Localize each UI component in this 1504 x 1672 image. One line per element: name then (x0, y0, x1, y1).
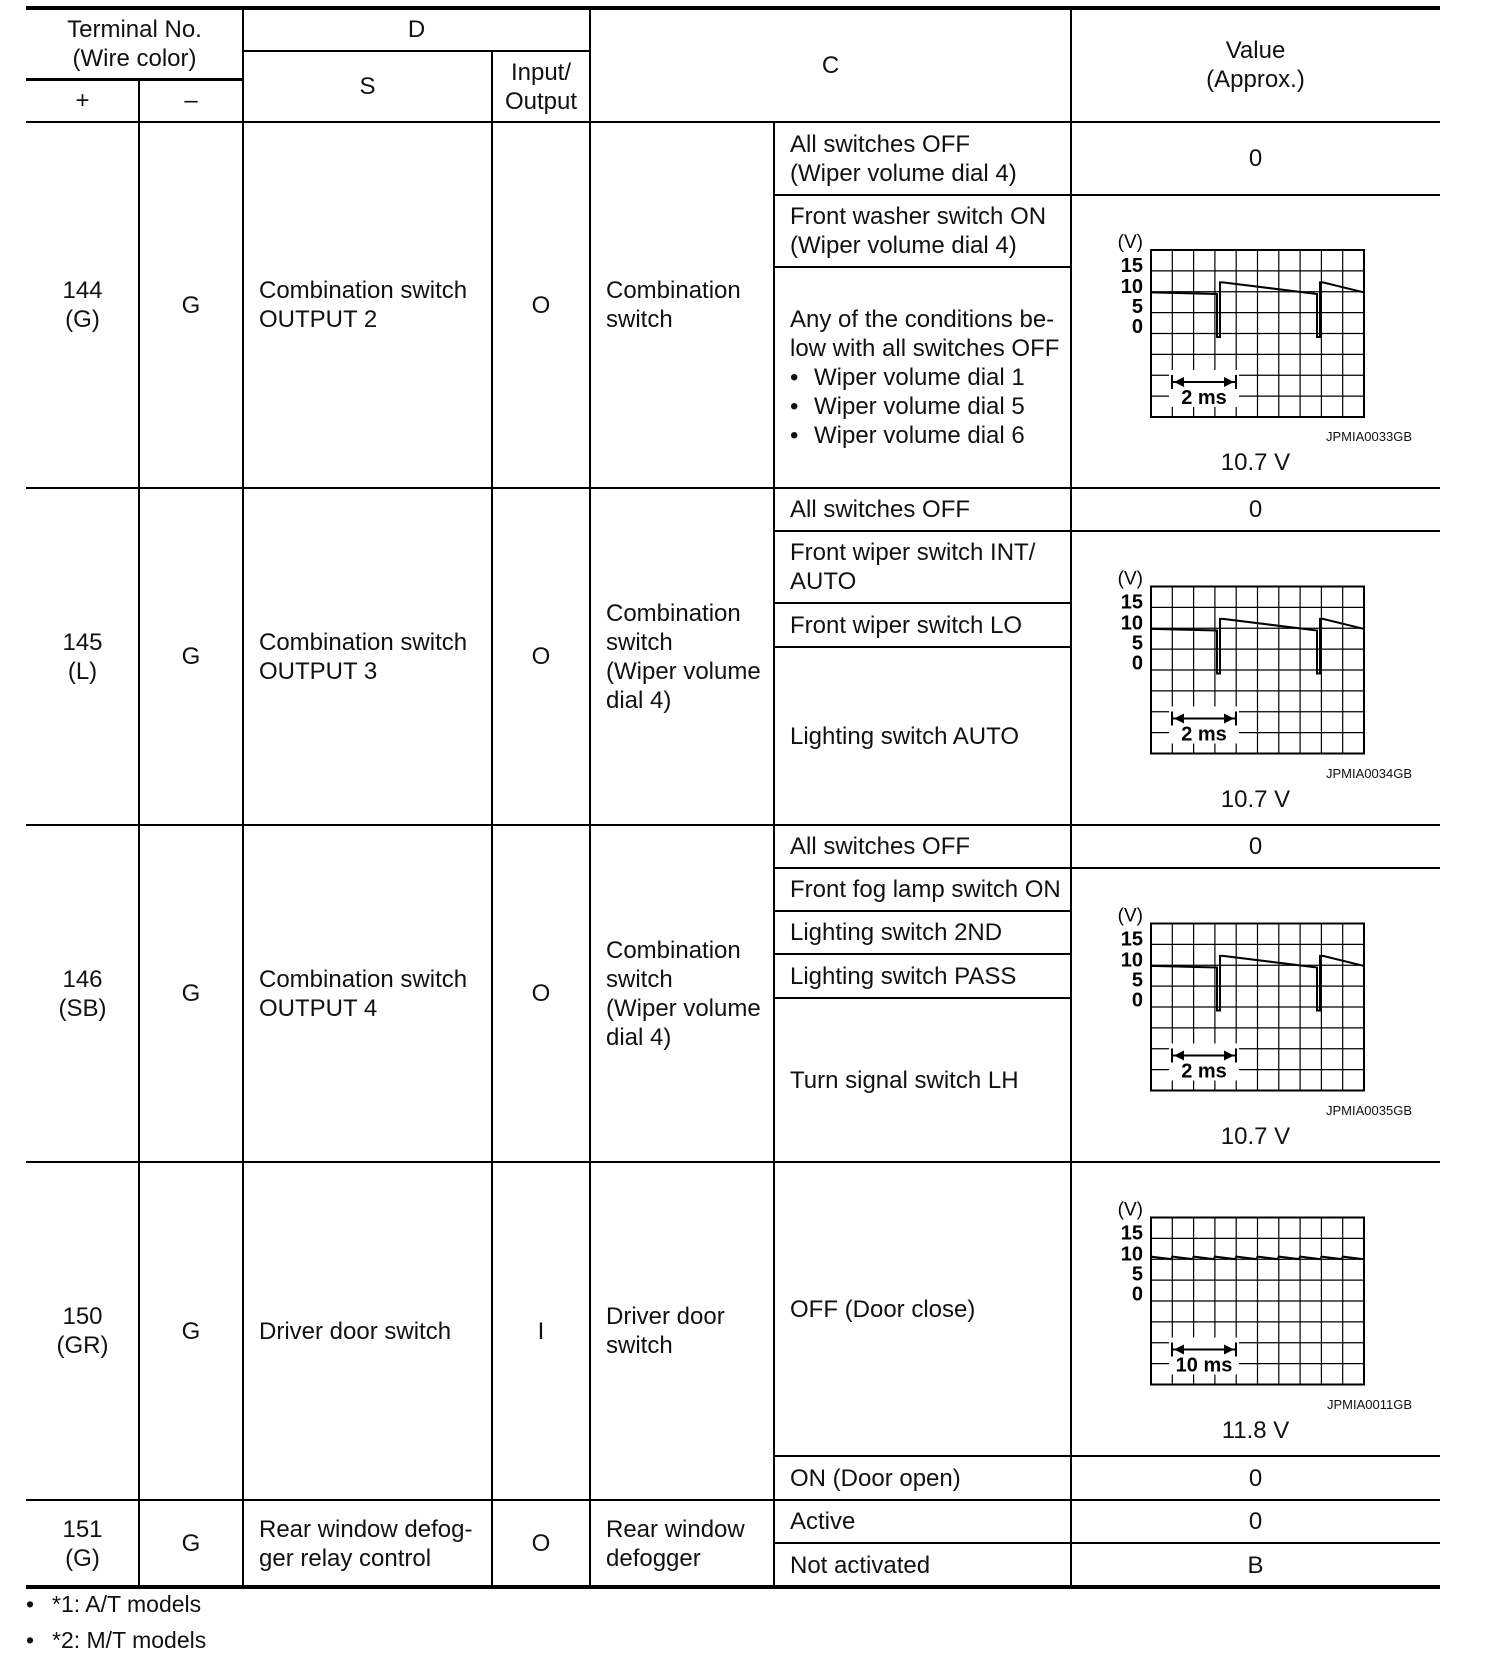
condition-text (774, 1456, 1071, 1500)
figure-code: JPMIA0035GB (1326, 1102, 1412, 1118)
input-output (492, 825, 590, 1162)
signal-name-line: Combination switch (259, 277, 468, 304)
waveform-chart (1071, 1162, 1440, 1456)
condition-text-line: (Wiper volume dial 4) (790, 159, 1017, 187)
signal-trace (1151, 1257, 1363, 1260)
bullet-icon: • (790, 393, 799, 420)
value-text-line: 0 (1248, 1464, 1263, 1492)
value-text (1071, 1500, 1440, 1543)
signal-name-line: ger relay control (259, 1544, 432, 1572)
column-rule (589, 488, 591, 825)
condition-text (774, 603, 1071, 647)
terminal-number-line: (L) (67, 657, 98, 685)
bullet-icon: • (26, 1591, 35, 1617)
ground-terminal-line: G (181, 980, 201, 1007)
input-output-line: O (531, 1530, 551, 1557)
column-rule (138, 122, 140, 488)
header-terminal-no (26, 8, 243, 79)
time-division-label: 2 ms (1181, 723, 1227, 746)
input-output-line: O (531, 980, 551, 1007)
condition-group-line: dial 4) (606, 1023, 672, 1051)
ground-terminal-line: G (181, 1530, 201, 1557)
condition-text (774, 531, 1071, 603)
axis-tick-label: 10 (1120, 612, 1143, 635)
condition-text (774, 868, 1071, 911)
condition-text (774, 1543, 1071, 1587)
condition-bullet (790, 363, 1025, 392)
column-rule (491, 122, 493, 488)
condition-group-line: (Wiper volume (606, 994, 761, 1022)
header-input-output-line: Output (504, 87, 578, 115)
axis-tick-label: 5 (1131, 296, 1143, 318)
terminal-number (26, 488, 139, 825)
footnote (26, 1627, 206, 1654)
axis-tick-label: (V) (1117, 232, 1143, 253)
signal-name-line: OUTPUT 2 (259, 306, 378, 333)
terminal-number-line: 145 (62, 628, 103, 656)
header-minus-line: – (184, 87, 198, 114)
condition-text-line: Front wiper switch INT/ (790, 539, 1036, 566)
terminal-number (26, 122, 139, 488)
column-rule (138, 1162, 140, 1500)
condition-group (590, 1500, 774, 1587)
value-text (1071, 1456, 1440, 1500)
condition-text-line: Turn signal switch LH (790, 1066, 1019, 1094)
column-rule (589, 1162, 591, 1500)
time-division-label: 2 ms (1181, 1060, 1227, 1083)
footnote-text: *2: M/T models (52, 1627, 207, 1653)
input-output (492, 488, 590, 825)
column-rule (491, 488, 493, 825)
column-rule (242, 1500, 244, 1587)
terminal-number-line: (G) (65, 306, 100, 333)
terminal-number (26, 825, 139, 1162)
figure-code: JPMIA0011GB (1326, 1396, 1412, 1412)
condition-group-line: Rear window (606, 1515, 745, 1543)
value-text-line: B (1247, 1551, 1264, 1579)
axis-tick-label: 15 (1120, 928, 1143, 951)
signal-name-line: OUTPUT 4 (259, 994, 378, 1022)
condition-text-line: Any of the conditions be- (790, 306, 1055, 333)
value-text (1071, 488, 1440, 531)
condition-group-line: defogger (606, 1544, 701, 1572)
value-text: 10.7 V (1220, 1122, 1291, 1150)
condition-text-line: OFF (Door close) (790, 1295, 976, 1323)
axis-tick-label: 15 (1120, 255, 1143, 277)
ground-terminal-line: G (181, 1317, 201, 1345)
terminal-number-line: 151 (62, 1515, 103, 1543)
condition-text (774, 954, 1071, 998)
condition-text-line: Front fog lamp switch ON (790, 876, 1061, 903)
condition-group (590, 825, 774, 1162)
condition-text-line: Not activated (790, 1551, 931, 1579)
signal-name-line: Combination switch (259, 628, 468, 656)
terminal-number (26, 1162, 139, 1500)
condition-text-line: ON (Door open) (790, 1464, 961, 1492)
axis-tick-label: 15 (1120, 1222, 1143, 1245)
value-text (1071, 825, 1440, 868)
condition-text (774, 647, 1071, 825)
condition-text-line: Active (790, 1508, 856, 1535)
header-minus (139, 79, 243, 122)
header-terminal-no-line: (Wire color) (72, 44, 197, 72)
condition-text (774, 267, 1071, 488)
column-rule (242, 1162, 244, 1500)
condition-group (590, 1162, 774, 1500)
condition-bullet (790, 421, 1025, 450)
condition-text (774, 122, 1071, 195)
footnote-text: *1: A/T models (52, 1591, 202, 1617)
condition-text-line: Lighting switch 2ND (790, 919, 1003, 946)
condition-text-line: low with all switches OFF (790, 335, 1060, 362)
axis-tick-label: 5 (1131, 632, 1143, 655)
column-rule (138, 825, 140, 1162)
header-terminal-no-line: Terminal No. (67, 15, 202, 43)
bullet-text: Wiper volume dial 6 (814, 422, 1025, 449)
ground-terminal (139, 1162, 243, 1500)
condition-group-line: (Wiper volume (606, 657, 761, 685)
waveform-graph (1071, 195, 1440, 488)
condition-group-line: Driver door (606, 1303, 725, 1330)
column-rule (242, 488, 244, 825)
terminal-number-line: (SB) (58, 994, 107, 1022)
signal-name-line: OUTPUT 3 (259, 657, 378, 685)
bullet-icon: • (790, 364, 799, 391)
axis-tick-label: 15 (1120, 591, 1143, 614)
value-text-line: 0 (1248, 833, 1263, 860)
condition-text (774, 998, 1071, 1162)
terminal-number-line: (GR) (56, 1332, 109, 1359)
signal-name (243, 825, 492, 1162)
axis-tick-label: 5 (1131, 969, 1143, 992)
signal-name-line: Driver door switch (259, 1317, 452, 1345)
header-condition-line: C (821, 51, 840, 79)
header-plus-line: + (75, 87, 90, 114)
input-output-line: O (531, 291, 551, 319)
terminal-number (26, 1500, 139, 1587)
value-text (1071, 122, 1440, 195)
condition-text (774, 825, 1071, 868)
input-output (492, 1162, 590, 1500)
terminal-number-line: 150 (62, 1303, 103, 1330)
terminal-number-line: 144 (62, 277, 103, 304)
condition-text-line: All switches OFF (790, 833, 971, 860)
axis-tick-label: 10 (1120, 1243, 1143, 1266)
axis-tick-label: (V) (1117, 568, 1143, 590)
signal-name-line: Combination switch (259, 965, 468, 993)
signal-name (243, 488, 492, 825)
value-text: 10.7 V (1220, 785, 1291, 813)
waveform-chart (1071, 531, 1440, 825)
column-rule (589, 825, 591, 1162)
column-rule (589, 122, 591, 488)
input-output-line: O (531, 643, 551, 670)
header-signal-name (243, 51, 492, 122)
condition-group (590, 488, 774, 825)
condition-text (774, 488, 1071, 531)
column-rule (138, 488, 140, 825)
ground-terminal (139, 122, 243, 488)
condition-text-line: All switches OFF (790, 496, 971, 523)
column-rule (491, 825, 493, 1162)
condition-text (774, 195, 1071, 267)
waveform-graph (1071, 868, 1440, 1162)
ground-terminal (139, 825, 243, 1162)
column-rule (242, 122, 244, 488)
column-rule (242, 825, 244, 1162)
condition-group-line: switch (606, 1332, 673, 1359)
input-output-line: I (537, 1317, 545, 1345)
header-signal-name-line: S (359, 73, 376, 100)
waveform-chart (1071, 195, 1440, 488)
ground-terminal-line: G (181, 291, 201, 319)
condition-group-line: switch (606, 306, 673, 333)
header-value-line: Value (1225, 37, 1286, 64)
condition-group-line: Combination (606, 599, 741, 627)
condition-group-line: dial 4) (606, 686, 672, 714)
condition-text-line: Lighting switch AUTO (790, 722, 1019, 750)
signal-name-line: Rear window defog- (259, 1515, 473, 1543)
footnote (26, 1591, 201, 1618)
axis-tick-label: 0 (1131, 989, 1143, 1012)
bottom-rule (26, 1585, 1440, 1589)
axis-tick-label: 0 (1131, 652, 1143, 675)
ground-terminal-line: G (181, 643, 201, 670)
value-text: 11.8 V (1221, 1416, 1290, 1444)
condition-text-line: AUTO (790, 568, 857, 595)
bullet-icon: • (26, 1627, 35, 1653)
axis-tick-label: 10 (1120, 949, 1143, 972)
column-rule (491, 1162, 493, 1500)
header-input-output (492, 51, 590, 122)
ground-terminal (139, 1500, 243, 1587)
value-text (1071, 1543, 1440, 1587)
signal-name (243, 1162, 492, 1500)
header-description-line: D (407, 16, 426, 43)
condition-text (774, 911, 1071, 954)
header-plus (26, 79, 139, 122)
input-output (492, 122, 590, 488)
axis-tick-label: (V) (1117, 1199, 1143, 1221)
condition-group-line: Combination (606, 277, 741, 304)
condition-text-line: Front wiper switch LO (790, 611, 1023, 639)
bullet-text: Wiper volume dial 5 (814, 393, 1025, 420)
condition-text (774, 1162, 1071, 1456)
header-input-output-line: Input/ (510, 58, 572, 86)
waveform-graph (1071, 1162, 1440, 1456)
value-text: 10.7 V (1220, 449, 1291, 476)
axis-tick-label: 10 (1120, 276, 1143, 298)
header-value-line: (Approx.) (1206, 66, 1305, 93)
header-description (243, 8, 590, 51)
value-text-line: 0 (1248, 145, 1263, 172)
figure-code: JPMIA0034GB (1326, 765, 1412, 781)
column-rule (138, 1500, 140, 1587)
condition-group-line: Combination (606, 936, 741, 964)
column-rule (491, 1500, 493, 1587)
time-division-label: 2 ms (1181, 387, 1227, 409)
header-condition (590, 8, 1071, 122)
condition-bullet (790, 392, 1025, 421)
column-rule (589, 1500, 591, 1587)
axis-tick-label: (V) (1117, 905, 1143, 927)
value-text-line: 0 (1248, 496, 1263, 523)
header-value (1071, 8, 1440, 122)
terminal-number-line: 146 (62, 965, 103, 993)
input-output (492, 1500, 590, 1587)
condition-text-line: Front washer switch ON (790, 203, 1047, 230)
time-division-label: 10 ms (1175, 1354, 1233, 1377)
condition-group-line: switch (606, 628, 673, 656)
condition-group (590, 122, 774, 488)
axis-tick-label: 5 (1131, 1263, 1143, 1286)
axis-tick-label: 0 (1131, 1283, 1143, 1306)
condition-text-line: (Wiper volume dial 4) (790, 232, 1017, 259)
figure-code: JPMIA0033GB (1326, 429, 1412, 444)
bullet-text: Wiper volume dial 1 (814, 364, 1025, 391)
waveform-chart (1071, 868, 1440, 1162)
signal-name (243, 1500, 492, 1587)
axis-tick-label: 0 (1131, 316, 1143, 338)
bullet-icon: • (790, 422, 799, 449)
ground-terminal (139, 488, 243, 825)
terminal-number-line: (G) (65, 1544, 100, 1572)
condition-text-line: Lighting switch PASS (790, 962, 1017, 990)
condition-text (774, 1500, 1071, 1543)
signal-name (243, 122, 492, 488)
waveform-graph (1071, 531, 1440, 825)
value-text-line: 0 (1248, 1508, 1263, 1535)
condition-group-line: switch (606, 965, 673, 993)
condition-text-line: All switches OFF (790, 130, 971, 158)
